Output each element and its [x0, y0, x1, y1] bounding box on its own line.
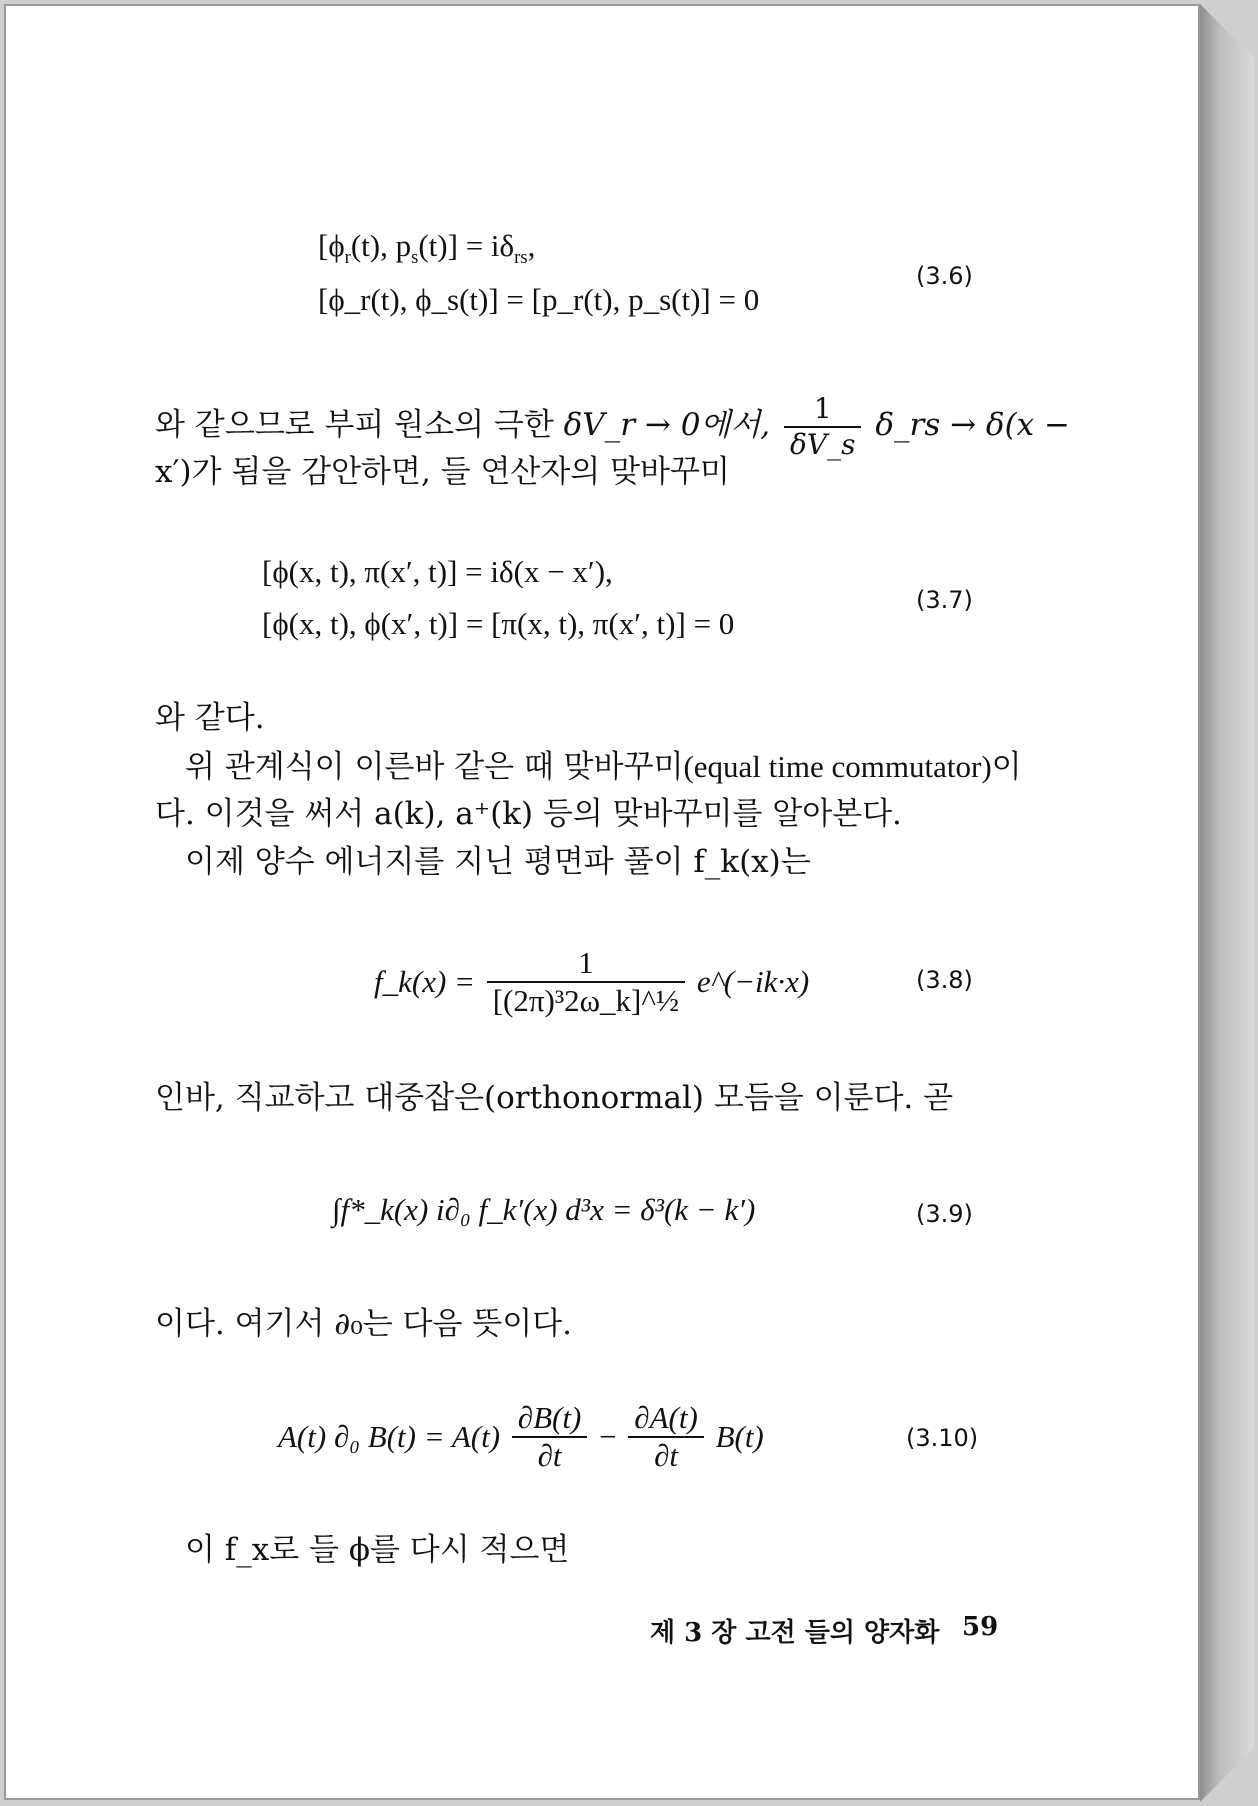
book-page: [4, 4, 1200, 1800]
paragraph-1-line-2: x′)가 됨을 감안하면, 들 연산자의 맞바꾸미: [155, 454, 730, 490]
equation-number-3-8: (3.8): [916, 966, 973, 994]
equation-3-9: ∫f*_k(x) i∂₀ f_k′(x) d³x = δ³(k − k′): [332, 1192, 756, 1227]
fraction-dA-dt: $\frac{\partial A(t)}{\partial t}$: [628, 1400, 704, 1474]
page-number: 59: [962, 1612, 999, 1642]
equation-3-6-line-1: [$\phi_r(t)$, $p_s(t)] = i\delta_{rs}$,: [318, 228, 536, 269]
equation-3-8: f_k(x) = $\frac{1}{\text{[(2π)³2ω\_k]\textasciicircum{}½}}$ e^(−ik·x): [374, 945, 810, 1018]
paragraph-2-line-4: 이제 양수 에너지를 지닌 평면파 풀이 f_k(x)는: [185, 844, 811, 880]
paragraph-3-line-1: 인바, 직교하고 대중잡은(orthonormal) 모듬을 이룬다. 곧: [155, 1080, 954, 1116]
fraction-1-over-deltaV: $\frac{1}{\delta V\_s}$: [784, 392, 861, 461]
paragraph-1-line-1: 와 같으므로 부피 원소의 극한 δV_r → 0에서, $\frac{1}{\delta V\_s}$ δ_rs → δ(x −: [155, 392, 1070, 461]
equation-number-3-10: (3.10): [906, 1424, 979, 1452]
equation-3-7-line-1: [ϕ(x, t), π(x′, t)] = iδ(x − x′),: [262, 554, 613, 589]
fraction-normalization: $\frac{1}{\text{[(2π)³2ω\_k]\textasciicircum{}½}}$: [487, 945, 685, 1019]
paragraph-2-line-2: 위 관계식이 이른바 같은 때 맞바꾸미(equal time commutator)이: [185, 749, 1022, 785]
running-footer-chapter: 제 3 장 고전 들의 양자화: [650, 1618, 940, 1648]
equation-number-3-9: (3.9): [916, 1200, 973, 1228]
equation-number-3-7: (3.7): [916, 586, 973, 614]
paragraph-2-line-3: 다. 이것을 써서 a(k), a⁺(k) 등의 맞바꾸미를 알아본다.: [155, 796, 902, 832]
paragraph-2-line-1: 와 같다.: [155, 700, 265, 736]
equation-3-7-line-2: [ϕ(x, t), ϕ(x′, t)] = [π(x, t), π(x′, t)] = 0: [262, 606, 735, 641]
paragraph-4-line-1: 이다. 여기서 ∂₀는 다음 뜻이다.: [155, 1306, 572, 1342]
fraction-dB-dt: $\frac{\partial B(t)}{\partial t}$: [512, 1400, 588, 1474]
equation-3-6-line-2: [ϕ_r(t), ϕ_s(t)] = [p_r(t), p_s(t)] = 0: [318, 282, 760, 317]
paragraph-5-line-1: 이 f_x로 들 ϕ를 다시 적으면: [185, 1532, 570, 1568]
page-edge: [1200, 4, 1254, 1802]
equation-number-3-6: (3.6): [916, 262, 973, 290]
equation-3-10: A(t) ∂₀ B(t) = A(t) $\frac{\partial B(t)}{\partial t}$ − $\frac{\partial A(t)}{\partial t}$ B(t): [278, 1400, 764, 1473]
